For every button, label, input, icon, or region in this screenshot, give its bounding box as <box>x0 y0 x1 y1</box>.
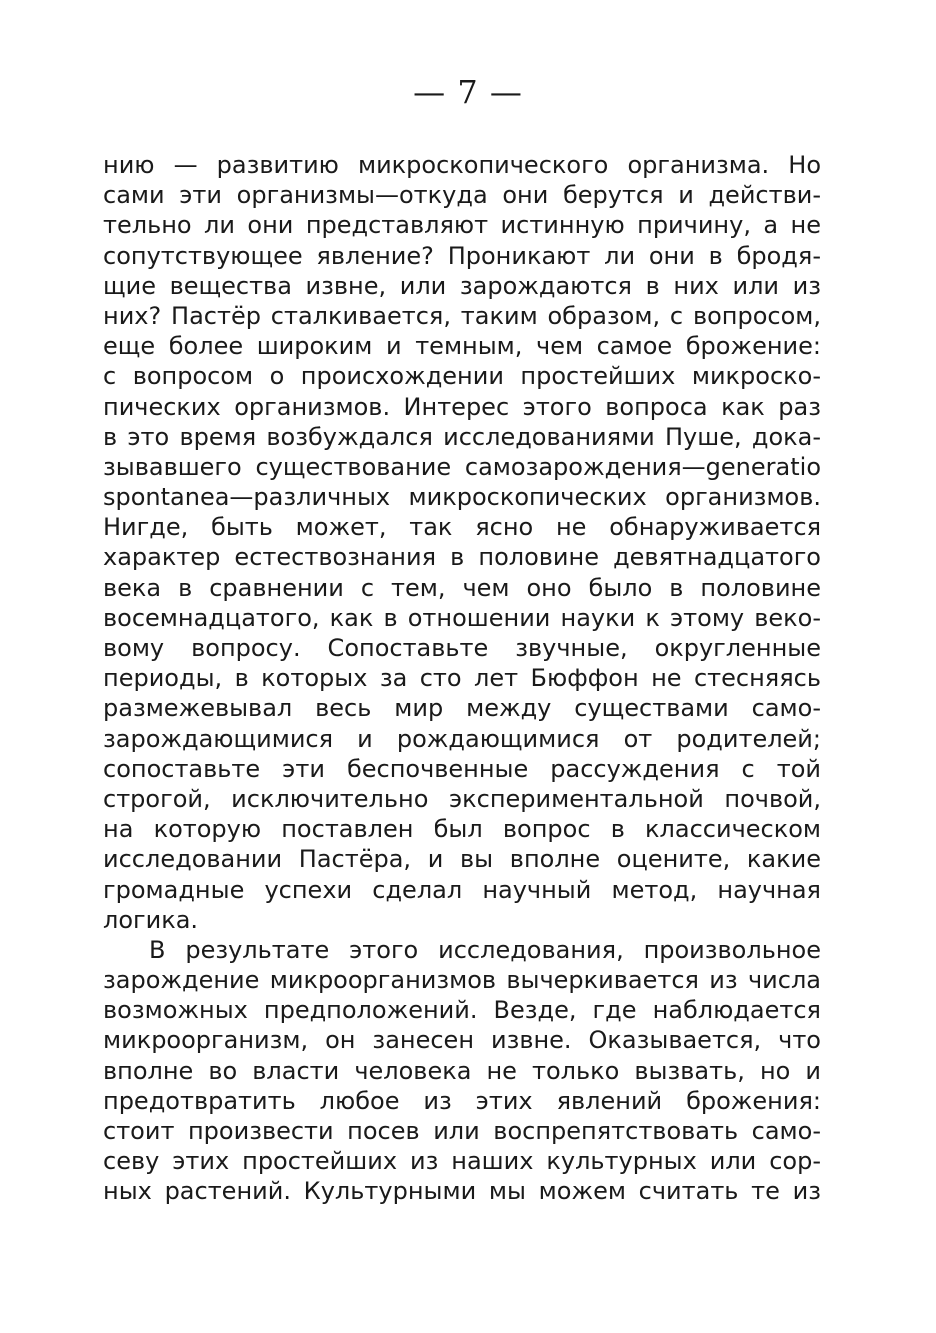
text-line: века в сравнении с тем, чем оно было в половине <box>103 573 821 602</box>
text-line: на которую поставлен был вопрос в классическом <box>103 815 821 844</box>
text-body <box>103 150 821 1207</box>
text-line: spontanea—различных микроскопических организмов. <box>103 483 821 512</box>
text-line: севу этих простейших из наших культурных или сор- <box>103 1147 821 1176</box>
text-line: логика. <box>103 905 199 934</box>
text-line: пических организмов. Интерес этого вопроса как раз <box>103 392 821 421</box>
text-line: зарождение микроорганизмов вычеркивается из числа <box>103 966 821 995</box>
text-line: микроорганизм, он занесен извне. Оказывается, что <box>103 1026 821 1055</box>
paragraph-1 <box>103 150 821 935</box>
text-line: щие вещества извне, или зарождаются в них или из <box>103 271 821 300</box>
text-line: них? Пастёр сталкивается, таким образом, с вопросом, <box>103 301 821 330</box>
text-line: восемнадцатого, как в отношении науки к этому веко- <box>103 603 821 632</box>
text-line: нию — развитию микроскопического организма. Но <box>103 151 821 179</box>
text-line: вполне во власти человека не только вызвать, но и <box>103 1056 821 1085</box>
text-line: зарождающимися и рождающимися от родителей; <box>103 724 821 753</box>
text-line: сопутствующее явление? Проникают ли они в бродя- <box>103 241 821 270</box>
text-line: стоит произвести посев или воспрепятствовать само- <box>103 1117 821 1145</box>
page-number: — 7 — <box>413 73 523 111</box>
text-line: в это время возбуждался исследованиями Пуше, дока- <box>103 422 821 451</box>
text-line: строгой, исключительно экспериментальной почвой, <box>103 784 821 813</box>
text-line: ных растений. Культурными мы можем считать те из <box>103 1177 821 1206</box>
text-line: сопоставьте эти беспочвенные рассуждения с той <box>103 754 821 783</box>
text-line: размежевывал весь мир между существами само- <box>103 694 821 723</box>
text-line: характер естествознания в половине девятнадцатого <box>103 543 821 572</box>
text-line: сами эти организмы—откуда они берутся и действи- <box>103 181 821 210</box>
text-line: предотвратить любое из этих явлений брожения: <box>103 1086 821 1115</box>
text-line: зывавшего существование самозарождения—generatio <box>103 452 821 481</box>
text-line: В результате этого исследования, произвольное <box>149 935 821 964</box>
text-line: Нигде, быть может, так ясно не обнаруживается <box>103 513 821 542</box>
text-line: вому вопросу. Сопоставьте звучные, округленные <box>103 634 821 662</box>
paragraph-2 <box>103 935 821 1207</box>
text-line: исследовании Пастёра, и вы вполне оцените, какие <box>103 845 821 874</box>
text-line: еще более широким и темным, чем самое брожение: <box>103 332 821 361</box>
text-line: с вопросом о происхождении простейших микроско- <box>103 362 821 391</box>
text-line: тельно ли они представляют истинную причину, а не <box>103 211 821 240</box>
text-line: периоды, в которых за сто лет Бюффон не стесняясь <box>103 664 821 693</box>
text-line: возможных предположений. Везде, где наблюдается <box>103 996 821 1025</box>
text-line: громадные успехи сделал научный метод, научная <box>103 875 821 904</box>
